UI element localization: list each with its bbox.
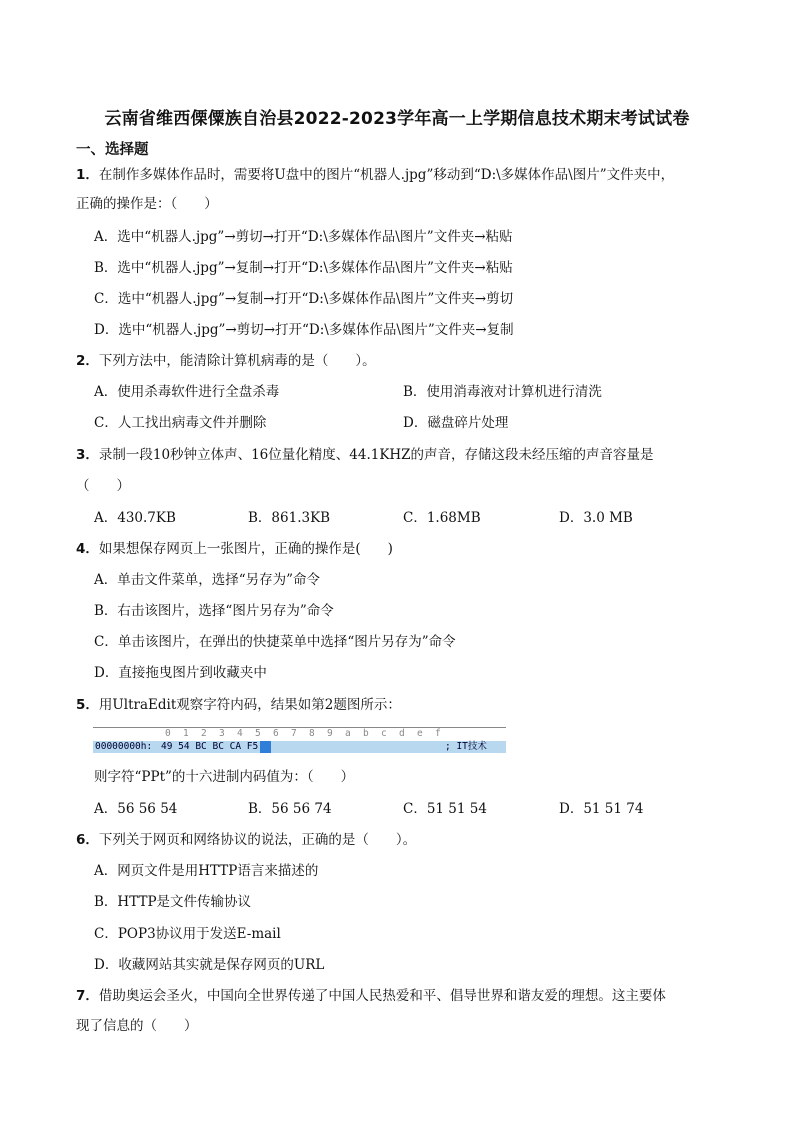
question-6-number: 6．: [76, 832, 99, 848]
question-6-stem: [76, 830, 416, 850]
hex-bytes: 49 54 BC BC CA F5: [161, 741, 259, 752]
hex-cursor: [260, 741, 271, 753]
question-1-text: 在制作多媒体作品时，需要将U盘中的图片“机器人.jpg”移动到“D:\多媒体作品\图片”文件夹中，: [98, 167, 675, 183]
question-1-option-a[interactable]: A．选中“机器人.jpg”→剪切→打开“D:\多媒体作品\图片”文件夹→粘贴: [94, 229, 513, 245]
question-5-option-a[interactable]: A．56 56 54: [94, 801, 178, 817]
hex-col-c: c: [381, 728, 387, 739]
question-1-stem-cont: 正确的操作是：（ ）: [76, 196, 218, 212]
question-1-option-c[interactable]: C．选中“机器人.jpg”→复制→打开“D:\多媒体作品\图片”文件夹→剪切: [94, 291, 514, 307]
hex-col-1: 1: [183, 728, 189, 739]
hex-address: 00000000h:: [95, 741, 153, 752]
question-7-stem: [76, 986, 666, 1006]
question-2-option-b[interactable]: B．使用消毒液对计算机进行清洗: [403, 384, 602, 400]
hex-col-f: f: [435, 728, 441, 739]
hex-col-5: 5: [255, 728, 261, 739]
question-5-stem-cont: 则字符“PPt”的十六进制内码值为：（ ）: [94, 769, 355, 785]
hex-col-6: 6: [273, 728, 279, 739]
question-2-option-c[interactable]: C．人工找出病毒文件并删除: [94, 415, 267, 431]
question-5-option-b[interactable]: B．56 56 74: [248, 801, 332, 817]
section-heading: 一、选择题: [76, 142, 149, 158]
question-3-option-b[interactable]: B．861.3KB: [248, 510, 331, 526]
question-6-option-d[interactable]: D．收藏网站其实就是保存网页的URL: [94, 957, 325, 973]
ultraedit-hex-view: [93, 727, 506, 754]
hex-col-2: 2: [201, 728, 207, 739]
question-6-option-b[interactable]: B．HTTP是文件传输协议: [94, 894, 252, 910]
question-1-option-d[interactable]: D．选中“机器人.jpg”→剪切→打开“D:\多媒体作品\图片”文件夹→复制: [94, 322, 514, 338]
question-3-option-d[interactable]: D．3.0 MB: [559, 510, 633, 526]
question-5-option-d[interactable]: D．51 51 74: [559, 801, 644, 817]
question-7-number: 7．: [76, 988, 99, 1004]
question-4-stem: [76, 539, 393, 559]
hex-col-7: 7: [291, 728, 297, 739]
hex-text-column: ; IT技术: [445, 741, 487, 752]
question-4-option-b[interactable]: B．右击该图片，选择“图片另存为”命令: [94, 603, 334, 619]
question-4-number: 4．: [76, 541, 99, 557]
question-7-text: 借助奥运会圣火，中国向全世界传递了中国人民热爱和平、倡导世界和谐友爱的理想。这主要体: [98, 988, 666, 1004]
question-1-option-b[interactable]: B．选中“机器人.jpg”→复制→打开“D:\多媒体作品\图片”文件夹→粘贴: [94, 260, 513, 276]
question-1-number: 1．: [76, 167, 99, 183]
hex-data-row: [93, 741, 506, 753]
question-3-option-a[interactable]: A．430.7KB: [94, 510, 176, 526]
question-5-option-c[interactable]: C．51 51 54: [403, 801, 487, 817]
hex-col-0: 0: [165, 728, 171, 739]
question-1-stem: [76, 165, 674, 185]
question-2-option-d[interactable]: D．磁盘碎片处理: [403, 415, 509, 431]
question-3-stem-cont: （ ）: [76, 478, 130, 494]
hex-col-8: 8: [309, 728, 315, 739]
hex-col-3: 3: [219, 728, 225, 739]
question-2-text: 下列方法中，能清除计算机病毒的是（ ）。: [98, 353, 376, 369]
question-4-text: 如果想保存网页上一张图片，正确的操作是( ): [98, 541, 393, 557]
question-2-stem: [76, 351, 376, 371]
question-5-stem: [76, 695, 401, 715]
question-3-stem: [76, 445, 654, 465]
hex-col-4: 4: [237, 728, 243, 739]
question-6-option-c[interactable]: C．POP3协议用于发送E-mail: [94, 926, 281, 942]
question-6-text: 下列关于网页和网络协议的说法，正确的是（ ）。: [98, 832, 417, 848]
question-5-text: 用UltraEdit观察字符内码，结果如第2题图所示：: [98, 697, 401, 713]
question-2-option-a[interactable]: A．使用杀毒软件进行全盘杀毒: [94, 384, 280, 400]
hex-column-header: [93, 727, 506, 741]
question-3-number: 3．: [76, 447, 99, 463]
question-5-number: 5．: [76, 697, 99, 713]
hex-col-a: a: [345, 728, 351, 739]
hex-col-b: b: [363, 728, 369, 739]
question-4-option-a[interactable]: A．单击文件菜单，选择“另存为”命令: [94, 572, 321, 588]
question-3-option-c[interactable]: C．1.68MB: [403, 510, 481, 526]
question-2-number: 2．: [76, 353, 99, 369]
question-3-text: 录制一段10秒钟立体声、16位量化精度、44.1KHZ的声音，存储这段未经压缩的声音容量是: [98, 447, 654, 463]
question-7-stem-cont: 现了信息的（ ）: [76, 1018, 198, 1034]
page-title: 云南省维西傈僳族自治县2022-2023学年高一上学期信息技术期末考试试卷: [104, 109, 690, 129]
question-6-option-a[interactable]: A．网页文件是用HTTP语言来描述的: [94, 863, 319, 879]
question-4-option-c[interactable]: C．单击该图片，在弹出的快捷菜单中选择“图片另存为”命令: [94, 634, 456, 650]
question-4-option-d[interactable]: D．直接拖曳图片到收藏夹中: [94, 665, 267, 681]
hex-col-d: d: [399, 728, 405, 739]
hex-col-9: 9: [327, 728, 333, 739]
hex-col-e: e: [417, 728, 423, 739]
